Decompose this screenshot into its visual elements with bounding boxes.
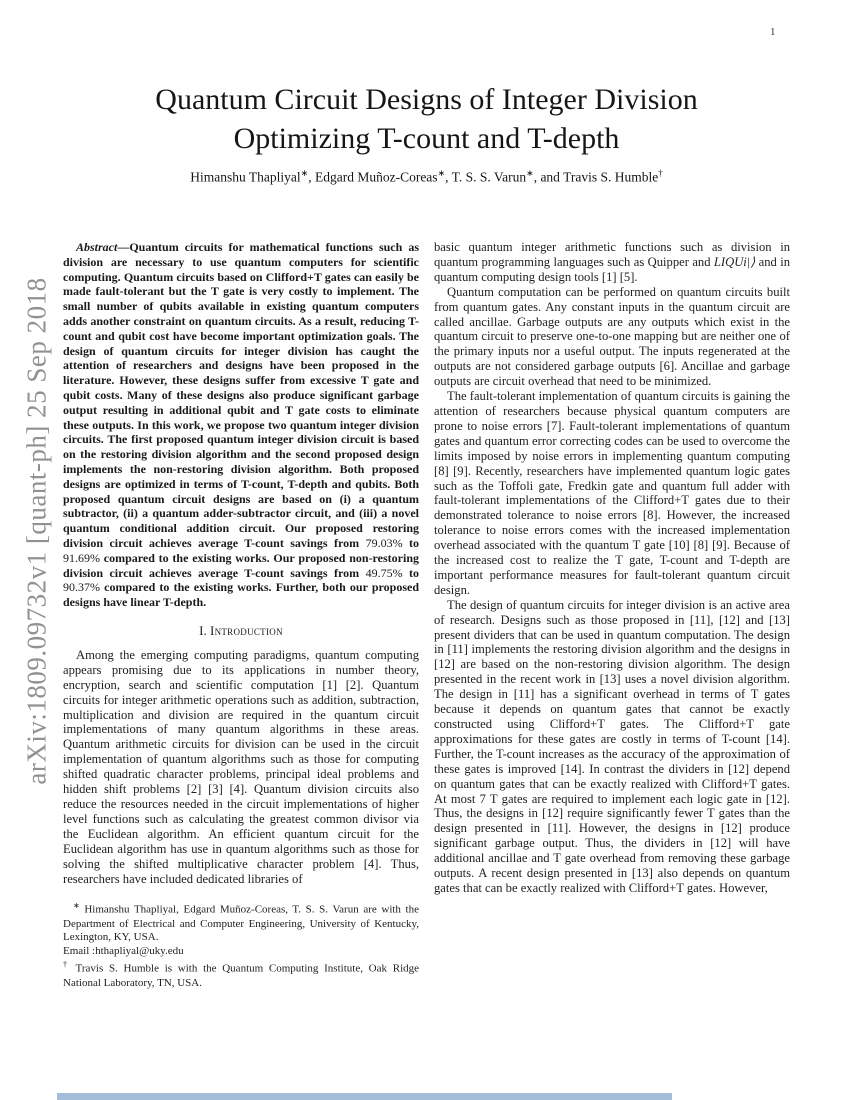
- paper-title: [63, 80, 790, 158]
- author-2: Edgard Muñoz-Coreas: [314, 169, 438, 185]
- left-column: [63, 240, 419, 990]
- arxiv-watermark: arXiv:1809.09732v1 [quant-ph] 25 Sep 2018: [21, 277, 52, 785]
- author-separator: ,: [308, 169, 315, 185]
- author-1: Himanshu Thapliyal: [190, 169, 301, 185]
- abstract-pct-4: 90.37%: [63, 580, 100, 595]
- author-2-affiliation-mark: ∗: [437, 168, 446, 178]
- section-title: Introduction: [209, 622, 283, 638]
- page-number: 1: [770, 26, 776, 38]
- paragraph-text: and in quantum computing design tools [1] [5].: [434, 254, 790, 284]
- author-4-affiliation-mark: †: [658, 168, 663, 178]
- author-3: T. S. S. Varun: [451, 169, 527, 185]
- liqui-math-text: LIQUi|⟩: [713, 254, 756, 269]
- author-separator: , and: [533, 169, 564, 185]
- abstract-pct-3: 49.75%: [365, 565, 403, 580]
- footnote-marker-dagger: †: [63, 960, 70, 970]
- abstract-pct-1: 79.03%: [365, 535, 403, 550]
- abstract-text: —Quantum circuits for mathematical functions such as division are necessary to use quantum computers for scientific computing. Quantum circuits based on Clifford+T gates can easily be made fault-tolerant but the T gate is very costly to implement. The small number of qubits available in existing quantum computers adds another constraint on quantum circuits. As a result, reducing T-count and qubit cost have become important optimization goals. The design of quantum circuits for integer division has caught the attention of researchers and designs have been proposed in the literature. However, these designs suffer from excessive T gate and qubit costs. Many of these designs also produce significant garbage output resulting in additional qubit and T gate costs to eliminate these outputs. In this work, we propose two quantum integer division circuits. The first proposed quantum integer division circuit is based on the restoring division algorithm and the second proposed design implements the non-restoring division algorithm. Both proposed designs are optimized in terms of T-count, T-depth and qubits. Both proposed quantum circuit designs are based on (i) a quantum subtractor, (ii) a quantum adder-subtractor circuit, and (iii) a novel quantum conditional addition circuit. Our proposed restoring division circuit achieves average T-count savings from: [63, 240, 419, 550]
- next-page-edge-strip: [57, 1093, 672, 1100]
- author-line: [63, 168, 790, 186]
- body-paragraph-4: The design of quantum circuits for integer division is an active area of research. Designs such as those proposed in [11], [12] and [13] present dividers that can be used in quantum computation. The design in [11] implements the restoring division algorithm and the designs in [12] are based on the non-restoring division algorithm. The design presented in the recent work in [13] uses a novel division algorithm. The design in [11] has a significant overhead in terms of T gates because it depends on quantum gates that cannot be exactly constructed using Clifford+T gates. The Clifford+T gate approximations for these gates are costly in terms of T-count [14]. Further, the T-count increases as the accuracy of the approximation of these gates is improved [14]. In contrast the dividers in [12] depend on quantum gates that can be exactly realized with Clifford+T gates. At most 7 T gates are required to implement each logic gate in [12]. Thus, the designs in [12] require significantly fewer T gates than the design presented in [11]. However, the designs in [12] produce significant garbage output. Thus, the dividers in [12] will have additional ancillae and T gate overhead from removing these garbage outputs. A recent design presented in [13] also depends on quantum gates that can be exactly realized with Clifford+T gates. However,: [434, 597, 790, 895]
- footnote-1-text: Himanshu Thapliyal, Edgard Muñoz-Coreas, T. S. S. Varun are with the Department of Electrical and Computer Engineering, University of Kentucky, Lexington, KY, USA.: [63, 904, 419, 944]
- body-paragraph-2: Quantum computation can be performed on quantum circuits built from quantum gates. Any constant inputs in the quantum circuit are called ancillae. Garbage outputs are any outputs which exist in the quantum circuit to preserve one-to-one mapping but are neither one of the primary inputs nor a useful output. The inputs regenerated at the outputs are not considered garbage outputs [6]. Ancillae and garbage outputs are circuit overhead that need to be minimized.: [434, 284, 790, 389]
- right-column: [434, 240, 790, 990]
- abstract-text: compared to the existing works. Our proposed non-restoring division circuit achieves average T-count savings from: [63, 550, 419, 580]
- author-footnotes: [63, 899, 419, 990]
- body-paragraph-3: The fault-tolerant implementation of quantum circuits is gaining the attention of researchers because physical quantum computers are prone to noise errors [7]. Fault-tolerant implementations of quantum gates and quantum error correcting codes can be used to overcome the limits imposed by noise errors in implementing quantum computing [8] [9]. Recently, researchers have implemented quantum logic gates such as the Toffoli gate, Fredkin gate and quantum full adder with fault-tolerant implementations of the Clifford+T gates due to their demonstrated tolerance to noise errors [8]. However, the increased tolerance to noise errors comes with the increased implementation overhead associated with the quantum T gate [10] [8] [9]. Because of the increased cost to realize the T gate, T-count and T-depth are important performance measures for fault-tolerant quantum circuit design.: [434, 389, 790, 597]
- author-1-affiliation-mark: ∗: [300, 168, 309, 178]
- footnote-affiliation-1: [63, 899, 419, 944]
- two-column-body: [63, 240, 790, 990]
- abstract-text: to: [402, 535, 419, 550]
- abstract-paragraph: [63, 240, 419, 610]
- abstract-label: Abstract: [76, 240, 118, 254]
- footnote-email: Email :hthapliyal@uky.edu: [63, 944, 184, 957]
- paper-title-line2: Optimizing T-count and T-depth: [233, 122, 620, 155]
- abstract-text: compared to the existing works. Further, both our proposed designs have linear T-depth.: [63, 580, 419, 610]
- body-paragraph-continuation: [434, 240, 790, 285]
- footnote-2-text: Travis S. Humble is with the Quantum Computing Institute, Oak Ridge National Laboratory, TN, USA.: [63, 963, 420, 989]
- abstract-pct-2: 91.69%: [63, 550, 100, 565]
- section-number: I.: [199, 622, 207, 638]
- author-3-affiliation-mark: ∗: [526, 168, 534, 178]
- footnote-marker-asterisk: ∗: [73, 901, 80, 911]
- paragraph-text: basic quantum integer arithmetic functions such as division in quantum programming languages such as Quipper and: [434, 240, 790, 269]
- introduction-paragraph-1: Among the emerging computing paradigms, quantum computing appears promising due to its applications in number theory, encryption, search and scientific computation [1] [2]. Quantum circuits for integer arithmetic operations such as addition, subtraction, multiplication and division are required in the quantum circuit implementations of many quantum algorithms in these areas. Quantum arithmetic circuits for division can be used in the circuit implementation of quantum algorithms such as those for computing shifted quadratic character problems, principal ideal problems and hidden shift problems [2] [3] [4]. Quantum division circuits also reduce the resources needed in the circuit implementations of higher level functions such as calculating the greatest common divisor via the Euclidean algorithm. An efficient quantum circuit for the Euclidean algorithm has use in quantum algorithms such as those for solving the shifted multiplicative character problem [4]. Thus, researchers have included dedicated libraries of: [63, 647, 419, 886]
- author-4: Travis S. Humble: [563, 169, 659, 185]
- section-heading-introduction: [63, 623, 419, 639]
- footnote-affiliation-2: [63, 958, 419, 990]
- abstract-text: to: [402, 565, 419, 580]
- author-separator: ,: [445, 169, 452, 185]
- paper-title-line1: Quantum Circuit Designs of Integer Division: [155, 83, 698, 116]
